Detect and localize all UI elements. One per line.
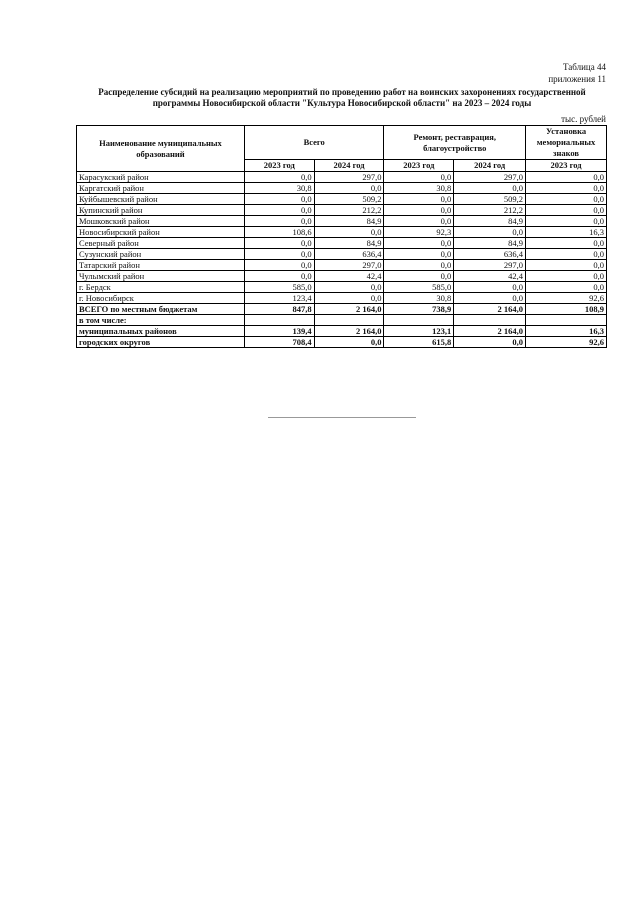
empty-cell	[526, 315, 607, 326]
col-header-signs-2023: 2023 год	[526, 160, 607, 172]
cell-value: 585,0	[244, 282, 314, 293]
cell-value: 0,0	[384, 271, 454, 282]
cell-value: 0,0	[314, 227, 384, 238]
cell-value: 0,0	[384, 216, 454, 227]
row-name: Татарский район	[77, 260, 245, 271]
urban-districts-row	[77, 337, 607, 348]
table-row	[77, 172, 607, 183]
title-line-2: программы Новосибирской области "Культура Новосибирской области" на 2023 – 2024 годы	[152, 98, 532, 108]
table-row	[77, 260, 607, 271]
row-name: г. Новосибирск	[77, 293, 245, 304]
total-value: 92,6	[526, 337, 607, 348]
total-value: 2 164,0	[314, 326, 384, 337]
col-header-name: Наименование муниципальных образований	[77, 126, 245, 172]
municipal-districts-name: муниципальных районов	[77, 326, 245, 337]
cell-value: 0,0	[526, 194, 607, 205]
cell-value: 0,0	[526, 271, 607, 282]
col-header-repair: Ремонт, реставрация, благоустройство	[384, 126, 526, 160]
total-value: 615,8	[384, 337, 454, 348]
total-value: 16,3	[526, 326, 607, 337]
title-line-1: Распределение субсидий на реализацию мероприятий по проведению работ на воинских захоронениях государственной	[98, 87, 586, 97]
cell-value: 212,2	[314, 205, 384, 216]
table-row	[77, 216, 607, 227]
table-row	[77, 227, 607, 238]
cell-value: 0,0	[244, 260, 314, 271]
row-name: Каргатский район	[77, 183, 245, 194]
total-value: 108,9	[526, 304, 607, 315]
footer-divider	[268, 417, 416, 418]
cell-value: 30,8	[384, 293, 454, 304]
cell-value: 0,0	[384, 172, 454, 183]
cell-value: 0,0	[526, 260, 607, 271]
table-row	[77, 293, 607, 304]
cell-value: 0,0	[314, 183, 384, 194]
cell-value: 0,0	[244, 205, 314, 216]
cell-value: 0,0	[244, 194, 314, 205]
cell-value: 0,0	[454, 183, 526, 194]
total-value: 847,8	[244, 304, 314, 315]
cell-value: 0,0	[526, 183, 607, 194]
document-title	[78, 87, 606, 109]
row-name: Купинский район	[77, 205, 245, 216]
cell-value: 0,0	[526, 172, 607, 183]
table-row	[77, 249, 607, 260]
table-row	[77, 194, 607, 205]
cell-value: 297,0	[314, 172, 384, 183]
table-row	[77, 282, 607, 293]
cell-value: 84,9	[454, 216, 526, 227]
cell-value: 509,2	[314, 194, 384, 205]
cell-value: 0,0	[526, 216, 607, 227]
cell-value: 0,0	[384, 249, 454, 260]
cell-value: 636,4	[314, 249, 384, 260]
col-header-repair-2024: 2024 год	[454, 160, 526, 172]
municipal-districts-row	[77, 326, 607, 337]
total-value: 2 164,0	[314, 304, 384, 315]
total-value: 139,4	[244, 326, 314, 337]
cell-value: 0,0	[244, 238, 314, 249]
cell-value: 636,4	[454, 249, 526, 260]
cell-value: 0,0	[454, 227, 526, 238]
cell-value: 123,4	[244, 293, 314, 304]
cell-value: 84,9	[314, 216, 384, 227]
cell-value: 0,0	[384, 205, 454, 216]
including-row	[77, 315, 607, 326]
total-value: 708,4	[244, 337, 314, 348]
cell-value: 0,0	[314, 282, 384, 293]
col-header-total: Всего	[244, 126, 384, 160]
cell-value: 0,0	[526, 205, 607, 216]
cell-value: 0,0	[454, 282, 526, 293]
cell-value: 42,4	[314, 271, 384, 282]
cell-value: 30,8	[244, 183, 314, 194]
including-label: в том числе:	[77, 315, 245, 326]
unit-label: тыс. рублей	[561, 114, 606, 124]
cell-value: 0,0	[384, 260, 454, 271]
row-name: Куйбышевский район	[77, 194, 245, 205]
row-name: Карасукский район	[77, 172, 245, 183]
total-value: 0,0	[314, 337, 384, 348]
cell-value: 0,0	[244, 172, 314, 183]
cell-value: 0,0	[454, 293, 526, 304]
row-name: Северный район	[77, 238, 245, 249]
empty-cell	[244, 315, 314, 326]
cell-value: 30,8	[384, 183, 454, 194]
row-name: Новосибирский район	[77, 227, 245, 238]
row-name: Сузунский район	[77, 249, 245, 260]
cell-value: 84,9	[454, 238, 526, 249]
total-value: 123,1	[384, 326, 454, 337]
subsidy-table	[76, 125, 607, 348]
empty-cell	[454, 315, 526, 326]
cell-value: 42,4	[454, 271, 526, 282]
table-row	[77, 183, 607, 194]
cell-value: 0,0	[384, 238, 454, 249]
cell-value: 0,0	[244, 249, 314, 260]
cell-value: 0,0	[244, 216, 314, 227]
total-value: 2 164,0	[454, 326, 526, 337]
cell-value: 108,6	[244, 227, 314, 238]
cell-value: 297,0	[314, 260, 384, 271]
empty-cell	[384, 315, 454, 326]
cell-value: 92,6	[526, 293, 607, 304]
cell-value: 297,0	[454, 172, 526, 183]
cell-value: 212,2	[454, 205, 526, 216]
row-name: Мошковский район	[77, 216, 245, 227]
col-header-repair-2023: 2023 год	[384, 160, 454, 172]
cell-value: 0,0	[244, 271, 314, 282]
cell-value: 92,3	[384, 227, 454, 238]
row-name: Чулымский район	[77, 271, 245, 282]
total-value: 738,9	[384, 304, 454, 315]
table-row	[77, 238, 607, 249]
col-header-total-2023: 2023 год	[244, 160, 314, 172]
urban-districts-name: городских округов	[77, 337, 245, 348]
total-value: 2 164,0	[454, 304, 526, 315]
total-row-name: ВСЕГО по местным бюджетам	[77, 304, 245, 315]
total-row	[77, 304, 607, 315]
table-label: Таблица 44	[563, 62, 606, 72]
cell-value: 84,9	[314, 238, 384, 249]
col-header-signs: Установка мемориальных знаков	[526, 126, 607, 160]
col-header-total-2024: 2024 год	[314, 160, 384, 172]
appendix-label: приложения 11	[548, 74, 606, 84]
cell-value: 509,2	[454, 194, 526, 205]
cell-value: 297,0	[454, 260, 526, 271]
empty-cell	[314, 315, 384, 326]
total-value: 0,0	[454, 337, 526, 348]
table-row	[77, 205, 607, 216]
cell-value: 0,0	[526, 282, 607, 293]
cell-value: 0,0	[526, 249, 607, 260]
table-number	[548, 61, 606, 85]
row-name: г. Бердск	[77, 282, 245, 293]
cell-value: 585,0	[384, 282, 454, 293]
table-row	[77, 271, 607, 282]
cell-value: 16,3	[526, 227, 607, 238]
cell-value: 0,0	[526, 238, 607, 249]
cell-value: 0,0	[384, 194, 454, 205]
cell-value: 0,0	[314, 293, 384, 304]
